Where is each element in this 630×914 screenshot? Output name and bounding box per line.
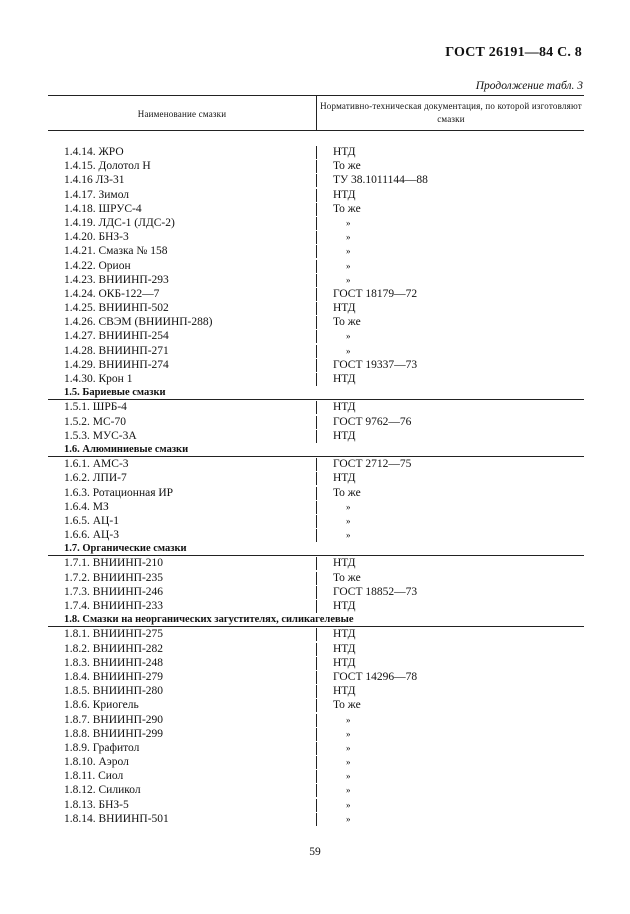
lubricant-name: 1.6.2. ЛПИ-7 [64, 472, 127, 485]
document-reference: » [346, 728, 351, 739]
lubricant-name: 1.4.29. ВНИИНП-274 [64, 358, 169, 371]
document-reference: » [346, 714, 351, 725]
table-row [0, 415, 630, 429]
lubricant-name: 1.4.20. БНЗ-3 [64, 231, 129, 244]
page-header-title: ГОСТ 26191—84 С. 8 [445, 45, 582, 60]
table-row [0, 698, 630, 712]
document-reference: То же [333, 160, 361, 173]
document-reference: То же [333, 571, 361, 584]
lubricant-name: 1.8.12. Силикол [64, 784, 141, 797]
column-divider [316, 799, 317, 812]
document-reference: НТД [333, 685, 356, 698]
lubricant-name: 1.8.2. ВНИИНП-282 [64, 642, 164, 655]
lubricant-name: 1.8.3. ВНИИНП-248 [64, 656, 164, 669]
table-row [0, 202, 630, 216]
column-header-document: Нормативно-техническая документация, по которой изготовляют смазки [320, 101, 582, 124]
table-row [0, 344, 630, 358]
document-reference: ГОСТ 18179—72 [333, 287, 418, 300]
column-divider [316, 416, 317, 429]
column-divider [316, 274, 317, 287]
document-reference: ГОСТ 14296—78 [333, 670, 418, 683]
table-section-row [0, 386, 630, 400]
table-row [0, 571, 630, 585]
document-reference: НТД [333, 188, 356, 201]
column-divider [316, 189, 317, 202]
column-divider [316, 501, 317, 514]
table-row [0, 159, 630, 173]
lubricant-name: 1.8.10. Аэрол [64, 756, 129, 769]
column-divider [316, 430, 317, 443]
table-row [0, 188, 630, 202]
lubricant-name: 1.6.5. АЦ-1 [64, 514, 119, 527]
table-header-divider [316, 95, 317, 130]
column-divider [316, 714, 317, 727]
column-divider [316, 458, 317, 471]
lubricant-name: 1.7.2. ВНИИНП-235 [64, 571, 164, 584]
lubricant-name: 1.7.3. ВНИИНП-246 [64, 585, 164, 598]
document-reference: НТД [333, 146, 356, 158]
column-divider [316, 401, 317, 414]
table-row [0, 798, 630, 812]
document-reference: » [346, 771, 351, 782]
document-reference: То же [333, 699, 361, 712]
column-divider [316, 756, 317, 769]
document-reference: НТД [333, 373, 356, 385]
table-continuation-label: Продолжение табл. 3 [475, 80, 583, 92]
lubricant-name: 1.8.9. Графитол [64, 741, 140, 754]
document-reference: » [346, 345, 351, 356]
section-title: 1.5. Бариевые смазки [64, 387, 166, 399]
lubricant-name: 1.4.30. Крон 1 [64, 373, 133, 385]
column-divider [316, 728, 317, 741]
table-row [0, 684, 630, 698]
lubricant-name: 1.7.4. ВНИИНП-233 [64, 600, 164, 612]
column-header-name: Наименование смазки [137, 109, 227, 119]
table-row [0, 642, 630, 656]
column-divider [316, 487, 317, 500]
column-divider [316, 628, 317, 641]
table-row [0, 273, 630, 287]
table-row [0, 627, 630, 641]
document-reference: То же [333, 202, 361, 215]
table-row [0, 471, 630, 485]
table-row [0, 173, 630, 187]
lubricant-name: 1.8.6. Криогель [64, 699, 139, 712]
table-row [0, 400, 630, 414]
document-reference: НТД [333, 642, 356, 655]
table-row [0, 457, 630, 471]
column-divider [316, 586, 317, 599]
document-reference: НТД [333, 472, 356, 485]
table-row [0, 145, 630, 159]
table-row [0, 755, 630, 769]
lubricant-name: 1.5.2. МС-70 [64, 415, 126, 428]
column-divider [316, 699, 317, 712]
column-divider [316, 330, 317, 343]
document-reference: » [346, 742, 351, 753]
document-reference: » [346, 785, 351, 796]
table-section-row [0, 443, 630, 457]
section-title: 1.8. Смазки на неорганических загустителях, силикагелевые [64, 614, 354, 626]
table-row [0, 287, 630, 301]
lubricant-name: 1.4.24. ОКБ-122—7 [64, 287, 160, 300]
lubricant-name: 1.6.3. Ротационная ИР [64, 486, 174, 499]
table-row [0, 656, 630, 670]
document-reference: НТД [333, 656, 356, 669]
column-divider [316, 359, 317, 372]
table-row [0, 727, 630, 741]
document-reference: » [346, 260, 351, 271]
lubricant-name: 1.4.18. ШРУС-4 [64, 202, 142, 215]
lubricant-name: 1.4.25. ВНИИНП-502 [64, 302, 169, 315]
table-row [0, 372, 630, 386]
document-reference: ТУ 38.1011144—88 [333, 174, 428, 187]
lubricant-name: 1.4.23. ВНИИНП-293 [64, 273, 169, 286]
document-reference: То же [333, 316, 361, 329]
lubricant-name: 1.6.6. АЦ-3 [64, 529, 119, 542]
column-divider [316, 316, 317, 329]
document-reference: » [346, 530, 351, 541]
column-divider [316, 770, 317, 783]
column-divider [316, 302, 317, 315]
table-row [0, 259, 630, 273]
table-row [0, 486, 630, 500]
document-reference: » [346, 274, 351, 285]
table-row [0, 556, 630, 570]
lubricant-name: 1.4.17. Зимол [64, 188, 130, 201]
section-title: 1.6. Алюминиевые смазки [64, 443, 189, 455]
column-divider [316, 146, 317, 159]
column-divider [316, 529, 317, 542]
column-divider [316, 288, 317, 301]
section-title: 1.7. Органические смазки [64, 543, 187, 555]
lubricant-name: 1.8.4. ВНИИНП-279 [64, 670, 164, 683]
document-reference: ГОСТ 9762—76 [333, 415, 412, 428]
table-section-row [0, 613, 630, 627]
lubricant-name: 1.8.13. БНЗ-5 [64, 798, 129, 811]
table-row [0, 585, 630, 599]
column-divider [316, 657, 317, 670]
table-row [0, 244, 630, 258]
document-reference: » [346, 246, 351, 257]
table-row [0, 670, 630, 684]
lubricant-name: 1.8.7. ВНИИНП-290 [64, 713, 164, 726]
column-divider [316, 217, 317, 230]
column-divider [316, 685, 317, 698]
lubricant-name: 1.4.22. Орион [64, 259, 131, 272]
lubricant-name: 1.4.27. ВНИИНП-254 [64, 330, 169, 343]
lubricant-name: 1.8.5. ВНИИНП-280 [64, 685, 164, 698]
document-reference: НТД [333, 429, 356, 442]
table-row [0, 429, 630, 443]
table-row [0, 315, 630, 329]
lubricant-name: 1.4.14. ЖРО [64, 146, 124, 158]
column-divider [316, 671, 317, 684]
column-divider [316, 813, 317, 826]
table-row [0, 769, 630, 783]
lubricant-name: 1.8.14. ВНИИНП-501 [64, 812, 169, 825]
column-divider [316, 600, 317, 613]
document-reference: НТД [333, 302, 356, 315]
document-reference: » [346, 501, 351, 512]
document-reference: НТД [333, 401, 356, 414]
table-header-rule [48, 130, 584, 131]
table-row [0, 514, 630, 528]
column-divider [316, 373, 317, 386]
document-reference: ГОСТ 19337—73 [333, 358, 418, 371]
table-row [0, 329, 630, 343]
document-reference: ГОСТ 18852—73 [333, 585, 418, 598]
lubricant-name: 1.8.8. ВНИИНП-299 [64, 727, 164, 740]
table-row [0, 301, 630, 315]
document-reference: » [346, 799, 351, 810]
table-row [0, 230, 630, 244]
column-divider [316, 260, 317, 273]
document-reference: То же [333, 486, 361, 499]
lubricant-name: 1.4.21. Смазка № 158 [64, 245, 168, 258]
lubricant-name: 1.4.19. ЛДС-1 (ЛДС-2) [64, 216, 175, 229]
document-reference: » [346, 515, 351, 526]
document-reference: » [346, 331, 351, 342]
column-divider [316, 174, 317, 187]
table-section-row [0, 542, 630, 556]
table-row [0, 713, 630, 727]
lubricant-name: 1.6.1. АМС-3 [64, 458, 129, 471]
table-row [0, 500, 630, 514]
lubricant-name: 1.7.1. ВНИИНП-210 [64, 557, 164, 570]
table-row [0, 812, 630, 826]
column-divider [316, 557, 317, 570]
column-divider [316, 784, 317, 797]
document-reference: НТД [333, 600, 356, 612]
lubricant-name: 1.4.16 ЛЗ-31 [64, 174, 125, 187]
column-divider [316, 203, 317, 216]
lubricant-name: 1.4.26. СВЭМ (ВНИИНП-288) [64, 316, 213, 329]
lubricant-name: 1.4.15. Долотол Н [64, 160, 151, 173]
page-number: 59 [309, 846, 321, 858]
table-row [0, 783, 630, 797]
lubricant-name: 1.8.11. Сиол [64, 770, 124, 783]
lubricant-name: 1.5.3. МУС-3А [64, 429, 137, 442]
table-row [0, 216, 630, 230]
document-reference: » [346, 232, 351, 243]
table-row [0, 528, 630, 542]
column-divider [316, 572, 317, 585]
column-divider [316, 160, 317, 173]
column-divider [316, 245, 317, 258]
document-reference: » [346, 813, 351, 824]
table-row [0, 741, 630, 755]
lubricant-name: 1.8.1. ВНИИНП-275 [64, 628, 164, 641]
lubricant-name: 1.4.28. ВНИИНП-271 [64, 344, 169, 357]
document-reference: НТД [333, 557, 356, 570]
column-divider [316, 231, 317, 244]
column-divider [316, 643, 317, 656]
table-row [0, 358, 630, 372]
document-reference: » [346, 757, 351, 768]
table-body [0, 145, 630, 826]
column-divider [316, 472, 317, 485]
lubricant-name: 1.6.4. МЗ [64, 500, 109, 513]
column-divider [316, 742, 317, 755]
column-divider [316, 515, 317, 528]
document-reference: ГОСТ 2712—75 [333, 458, 412, 471]
document-reference: НТД [333, 628, 356, 641]
column-divider [316, 345, 317, 358]
lubricant-name: 1.5.1. ШРБ-4 [64, 401, 127, 414]
table-row [0, 599, 630, 613]
document-reference: » [346, 217, 351, 228]
